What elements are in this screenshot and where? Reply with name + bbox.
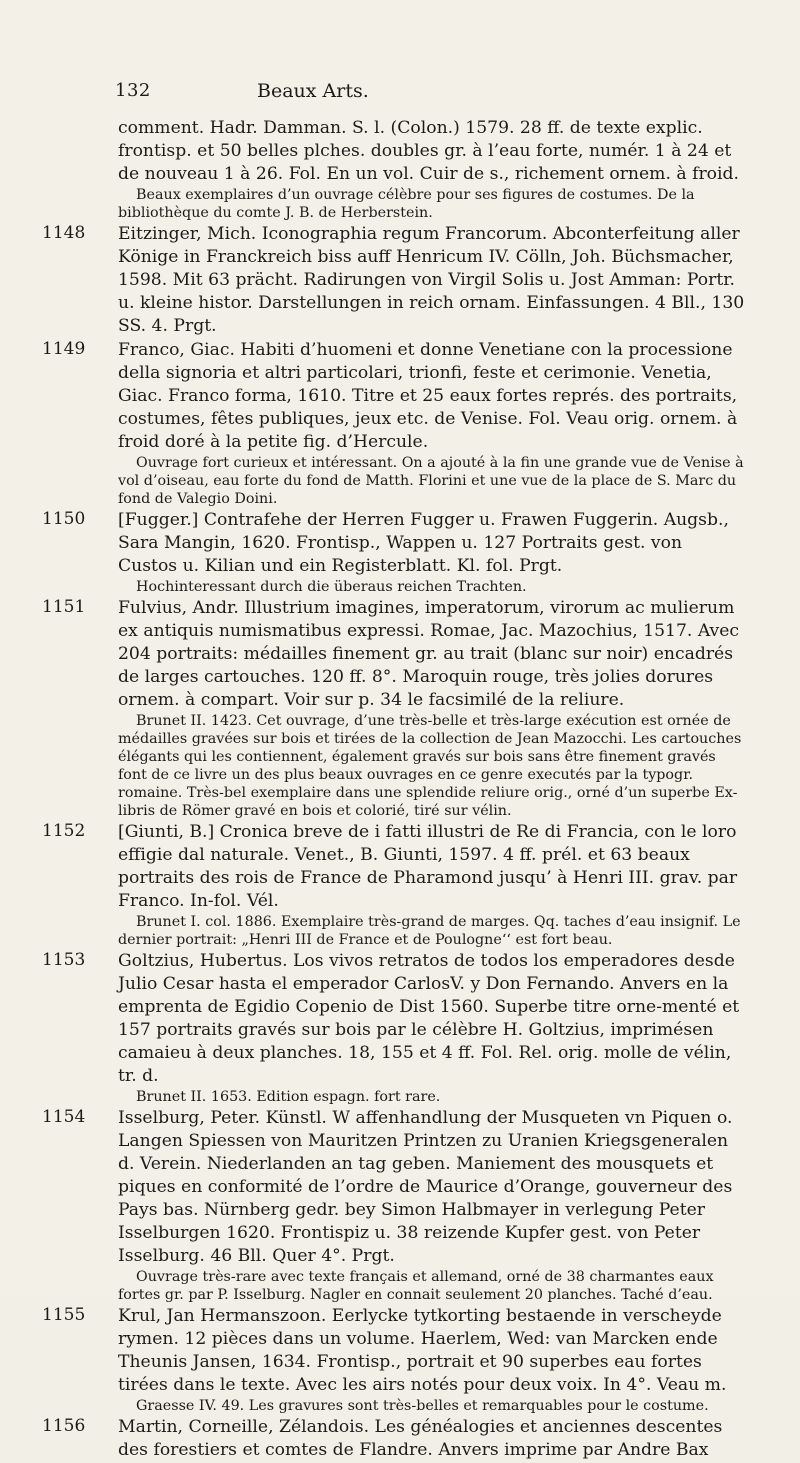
catalogue-entry bbox=[42, 339, 746, 508]
catalogue-entry bbox=[42, 597, 746, 820]
page-number: 132 bbox=[115, 80, 151, 101]
entry-text: Martin, Corneille, Zélandois. Les généalogies et anciennes descentes des forestiers et comtes de Flandre. Anvers imprime par Andre Bax bbox=[118, 1417, 723, 1460]
entries-list bbox=[42, 117, 746, 1463]
entry-number: 1156 bbox=[42, 1416, 86, 1436]
catalogue-entry bbox=[42, 950, 746, 1106]
entry-text: comment. Hadr. Damman. S. l. (Colon.) 1579. 28 ff. de texte explic. frontisp. et 50 belles plches. doubles gr. à l’eau forte, numér. 1 à 24 et de nouveau 1 à 26. Fol. En un vol. Cuir de s., richement ornem. à froid. bbox=[118, 118, 739, 184]
entry-note: Ouvrage très-rare avec texte français et allemand, orné de 38 charmantes eaux fortes gr. par P. Isselburg. Nagler en connait seulement 20 planches. Taché d’eau. bbox=[118, 1269, 714, 1303]
catalogue-entry bbox=[118, 117, 746, 222]
entry-number: 1148 bbox=[42, 223, 86, 243]
entry-note: Ouvrage fort curieux et intéressant. On a ajouté à la fin une grande vue de Venise à vol d’oiseau, eau forte du fond de Matth. Florini et une vue de la place de S. Marc du fond de Valegio Doini. bbox=[118, 455, 744, 507]
entry-note: Brunet II. 1653. Edition espagn. fort rare. bbox=[136, 1089, 441, 1105]
entry-number: 1155 bbox=[42, 1305, 86, 1325]
catalogue-entry bbox=[42, 509, 746, 596]
entry-number: 1149 bbox=[42, 339, 86, 359]
catalogue-entry bbox=[42, 1416, 746, 1462]
entry-text: [Fugger.] Contrafehe der Herren Fugger u. Frawen Fuggerin. Augsb., Sara Mangin, 1620. Frontisp., Wappen u. 127 Portraits gest. von Custos u. Kilian und ein Registerblatt. Kl. fol. Prgt. bbox=[118, 510, 729, 576]
entry-note: Brunet II. 1423. Cet ouvrage, d’une très-belle et très-large exécution est ornée de médailles gravées sur bois et tirées de la collection de Jean Mazocchi. Les cartouches élégants qui les contiennent, également gravés sur bois sans être finement gravés font de ce livre un des plus beaux ouvrages en ce genre executés par la typogr. romaine. Très-bel exemplaire dans une splendide reliure orig., orné d’un superbe Ex-libris de Römer gravé en bois et colorié, tiré sur vélin. bbox=[118, 713, 742, 819]
entry-text: Isselburg, Peter. Künstl. W affenhandlung der Musqueten vn Piquen o. Langen Spiessen von Mauritzen Printzen zu Uranien Kriegsgeneralen d. Verein. Niederlanden an tag geben. Maniement des mousquets et piques en conformité de l’ordre de Maurice d’Orange, gouverneur des Pays bas. Nürnberg gedr. bey Simon Halbmayer in verlegung Peter Isselburgen 1620. Frontispiz u. 38 reizende Kupfer gest. von Peter Isselburg. 46 Bll. Quer 4°. Prgt. bbox=[118, 1108, 733, 1266]
entry-note: Brunet I. col. 1886. Exemplaire très-grand de marges. Qq. taches d’eau insignif. Le dernier portrait: „Henri III de France et de Poulogne‘‘ est fort beau. bbox=[118, 914, 741, 948]
catalogue-entry bbox=[42, 223, 746, 338]
entry-note: Hochinteressant durch die überaus reichen Trachten. bbox=[136, 579, 527, 595]
running-title: Beaux Arts. bbox=[257, 80, 369, 102]
entry-number: 1151 bbox=[42, 597, 86, 617]
page-header bbox=[0, 80, 800, 110]
entry-number: 1154 bbox=[42, 1107, 86, 1127]
entry-text: [Giunti, B.] Cronica breve de i fatti illustri de Re di Francia, con le loro effigie dal naturale. Venet., B. Giunti, 1597. 4 ff. prél. et 63 beaux portraits des rois de France de Pharamond jusqu’ à Henri III. grav. par Franco. In-fol. Vél. bbox=[118, 822, 738, 911]
entry-text: Krul, Jan Hermanszoon. Eerlycke tytkorting bestaende in verscheyde rymen. 12 pièces dans un volume. Haerlem, Wed: van Marcken ende Theunis Jansen, 1634. Frontisp., portrait et 90 superbes eau fortes tirées dans le texte. Avec les airs notés pour deux voix. In 4°. Veau m. bbox=[118, 1306, 727, 1395]
entry-text: Eitzinger, Mich. Iconographia regum Francorum. Abconterfeitung aller Könige in Franckreich biss auff Henricum IV. Cölln, Joh. Büchsmacher, 1598. Mit 63 prächt. Radirungen von Virgil Solis u. Jost Amman: Portr. u. kleine histor. Darstellungen in reich ornam. Einfassungen. 4 Bll., 130 SS. 4. Prgt. bbox=[118, 224, 745, 336]
catalogue-entry bbox=[42, 1305, 746, 1415]
catalogue-entry bbox=[42, 1107, 746, 1304]
entry-number: 1150 bbox=[42, 509, 86, 529]
catalogue-entry bbox=[42, 821, 746, 949]
entry-text: Franco, Giac. Habiti d’huomeni et donne Venetiane con la processione della signoria et altri particolari, trionfi, feste et cerimonie. Venetia, Giac. Franco forma, 1610. Titre et 25 eaux fortes représ. des portraits, costumes, fêtes publiques, jeux etc. de Venise. Fol. Veau orig. ornem. à froid doré à la petite fig. d’Hercule. bbox=[118, 340, 738, 452]
entry-number: 1153 bbox=[42, 950, 86, 970]
entry-text: Fulvius, Andr. Illustrium imagines, imperatorum, virorum ac mulierum ex antiquis numismatibus expressi. Romae, Jac. Mazochius, 1517. Avec 204 portraits: médailles finement gr. au trait (blanc sur noir) encadrés de larges cartouches. 120 ff. 8°. Maroquin rouge, très jolies dorures ornem. à compart. Voir sur p. 34 le facsimilé de la reliure. bbox=[118, 598, 740, 710]
entry-number: 1152 bbox=[42, 821, 86, 841]
entry-note: Graesse IV. 49. Les gravures sont très-belles et remarquables pour le costume. bbox=[136, 1398, 709, 1414]
entry-note: Beaux exemplaires d’un ouvrage célèbre pour ses figures de costumes. De la bibliothèque du comte J. B. de Herberstein. bbox=[118, 187, 695, 221]
entry-text: Goltzius, Hubertus. Los vivos retratos de todos los emperadores desde Julio Cesar hasta el emperador CarlosV. y Don Fernando. Anvers en la emprenta de Egidio Copenio de Dist 1560. Superbe titre orne-menté et 157 portraits gravés sur bois par le célèbre H. Goltzius, imprimésen camaieu à deux planches. 18, 155 et 4 ff. Fol. Rel. orig. molle de vélin, tr. d. bbox=[118, 951, 740, 1086]
